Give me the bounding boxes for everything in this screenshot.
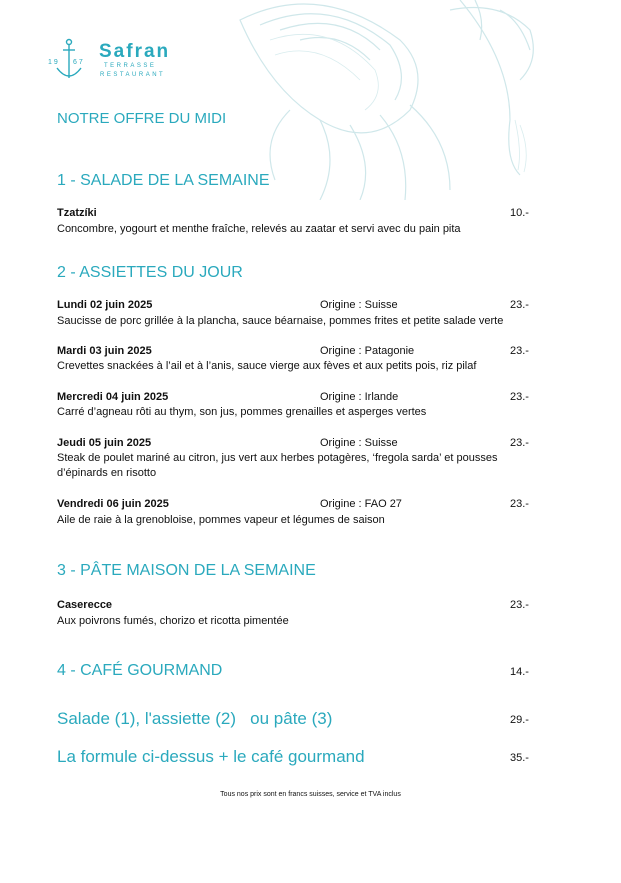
section-title-cafe: 4 - CAFÉ GOURMAND (57, 662, 223, 679)
day-label: Lundi 02 juin 2025 (57, 299, 153, 311)
day-label: Jeudi 05 juin 2025 (57, 437, 152, 449)
logo-year-right: 67 (73, 59, 85, 66)
item-description-continued: d’épinards en risotto (57, 467, 157, 479)
item-price: 23.- (510, 345, 529, 357)
formula-label: La formule ci-dessus + le café gourmand (57, 747, 365, 766)
item-description: Crevettes snackées à l’ail et à l’anis, sauce vierge aux fèves et aux petits pois, riz pilaf (57, 360, 477, 372)
item-description: Aile de raie à la grenobloise, pommes vapeur et légumes de saison (57, 514, 385, 526)
item-description: Carré d’agneau rôti au thym, son jus, pommes grenailles et asperges vertes (57, 406, 427, 418)
formula-price: 29.- (510, 714, 529, 726)
day-label: Mercredi 04 juin 2025 (57, 391, 169, 403)
restaurant-logo (48, 38, 188, 84)
formula-price: 35.- (510, 752, 529, 764)
logo-name: Safran (99, 41, 171, 62)
jellyfish-illustration (200, 0, 621, 200)
item-name: Tzatzíki (57, 207, 97, 219)
item-price: 23.- (510, 599, 529, 611)
section-title-assiettes: 2 - ASSIETTES DU JOUR (57, 264, 243, 281)
logo-subtitle-restaurant: RESTAURANT (100, 72, 166, 78)
origin-label: Origine : Patagonie (320, 345, 415, 357)
origin-label: Origine : Suisse (320, 299, 398, 311)
day-label: Mardi 03 juin 2025 (57, 345, 152, 357)
day-label: Vendredi 06 juin 2025 (57, 498, 169, 510)
item-price: 23.- (510, 391, 529, 403)
formula-label: Salade (1), l'assiette (2) ou pâte (3) (57, 709, 333, 728)
section-title-pate: 3 - PÂTE MAISON DE LA SEMAINE (57, 562, 316, 579)
item-price: 23.- (510, 437, 529, 449)
logo-year-left: 19 (48, 59, 60, 66)
item-description: Saucisse de porc grillée à la plancha, sauce béarnaise, pommes frites et petite salade verte (57, 315, 504, 327)
item-price: 10.- (510, 207, 529, 219)
origin-label: Origine : Suisse (320, 437, 398, 449)
item-price: 23.- (510, 498, 529, 510)
item-price: 23.- (510, 299, 529, 311)
origin-label: Origine : Irlande (320, 391, 399, 403)
item-description: Concombre, yogourt et menthe fraîche, relevés au zaatar et servi avec du pain pita (57, 223, 461, 235)
item-description: Steak de poulet mariné au citron, jus vert aux herbes potagères, ‘fregola sarda’ et pousses (57, 452, 498, 464)
item-name: Caserecce (57, 599, 113, 611)
logo-subtitle-terrasse: TERRASSE (104, 63, 157, 69)
item-price: 14.- (510, 666, 529, 678)
item-description: Aux poivrons fumés, chorizo et ricotta pimentée (57, 615, 289, 627)
origin-label: Origine : FAO 27 (320, 498, 402, 510)
section-title-salade: 1 - SALADE DE LA SEMAINE (57, 172, 270, 189)
page-title: NOTRE OFFRE DU MIDI (57, 110, 227, 127)
footer-note: Tous nos prix sont en francs suisses, service et TVA inclus (220, 791, 401, 798)
